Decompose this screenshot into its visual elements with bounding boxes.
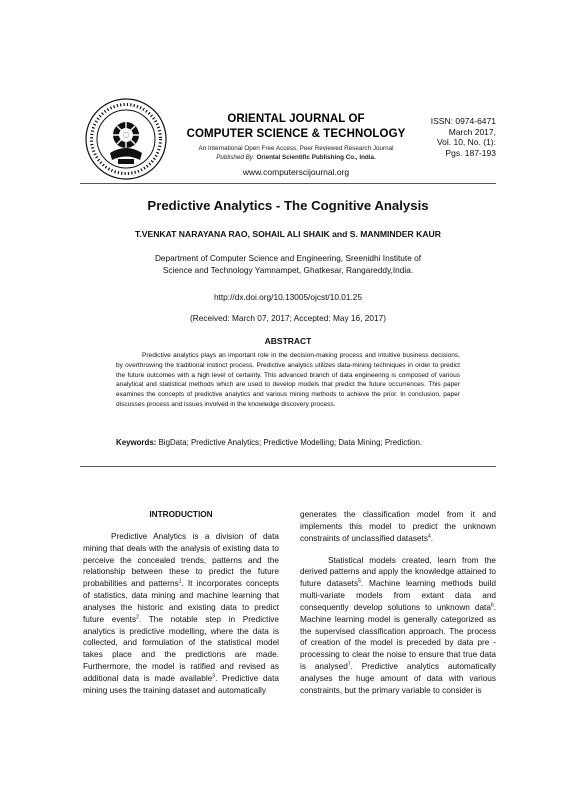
abstract-divider [80, 466, 496, 467]
affiliation-line2: Science and Technology Yamnampet, Ghatkesar, Rangareddy,India. [162, 265, 414, 275]
issn-block [431, 116, 496, 158]
keywords-label: Keywords: [116, 438, 157, 447]
abstract-text: Predictive analytics plays an important role in the decision-making process and intuitive business decisions, by overthrowing the traditional instinct process. Predictive analytics utilizes data-mining techniques in order to predict the future outcomes with a high level of certainty. This advanced branch of data engineering is composed of various analytical and statistical methods which are used to develop models that predict the future occurrences. This paper examines the concepts of predictive analytics and various mining methods to achieve the prior. In conclusion, paper discusses process and issues involved in the knowledge discovery process. [116, 352, 460, 408]
affiliation-line1: Department of Computer Science and Engineering, Sreenidhi Institute of [154, 253, 422, 263]
header-divider [80, 183, 496, 184]
page-range: Pgs. 187-193 [445, 147, 496, 158]
section-heading-introduction: INTRODUCTION [149, 510, 213, 519]
body-column-right [300, 509, 496, 697]
issue-date: March 2017, [448, 126, 496, 137]
body-paragraph: generates the classification model from it and implements this model to predict the unknown constraints of unclassified datasets$^4$. [300, 510, 496, 543]
journal-title-line1: ORIENTAL JOURNAL OF [227, 113, 365, 125]
author-affiliation [100, 252, 476, 276]
citation-ref: 7 [347, 661, 351, 668]
published-by-label: Published By: [216, 154, 255, 161]
journal-publisher [170, 153, 422, 162]
body-column-left [83, 509, 279, 697]
citation-ref: 6 [490, 602, 494, 609]
keywords [116, 438, 476, 447]
issn-line: ISSN: 0974-6471 [430, 116, 496, 126]
citation-ref: 3 [212, 673, 216, 680]
journal-website-link[interactable]: www.computerscijournal.org [242, 167, 350, 177]
citation-ref: 5 [358, 578, 361, 585]
paper-title: Predictive Analytics - The Cognitive Analysis [147, 198, 429, 213]
journal-masthead [170, 112, 422, 178]
journal-seal-icon [84, 97, 168, 181]
abstract-heading: ABSTRACT [264, 336, 312, 346]
citation-ref: 2 [136, 614, 139, 620]
keywords-list: BigData; Predictive Analytics; Predictive Modelling; Data Mining; Prediction. [158, 438, 423, 447]
body-paragraph: Predictive Analytics is a division of data mining that deals with the analysis of existing data to perceive the concealed trends, patterns and the relationship between these to predict the future probabilities and patterns$^1$. It incorporates concepts of statistics, data mining and machine learning that analyses the historic and existing data to predict future events$^2$. The notable step in Predictive analytics is predictive modelling, where the data is collected, and formulation of the statistical model takes place and the predictions are made. Furthermore, the model is ratified and revised as additional data is made available$^3$. Predictive data mining uses the training dataset and automatically [83, 531, 279, 695]
doi-link[interactable]: http://dx.doi.org/10.13005/ojcst/10.01.25 [213, 292, 363, 302]
journal-title-line2: COMPUTER SCIENCE & TECHNOLOGY [186, 128, 406, 140]
citation-ref: 1 [178, 578, 182, 585]
volume-number: Vol. 10, No. (1): [436, 137, 496, 147]
paper-authors: T.VENKAT NARAYANA RAO, SOHAIL ALI SHAIK and S. MANMINDER KAUR [135, 229, 441, 239]
body-paragraph: Statistical models created, learn from the derived patterns and apply the knowledge attained to future datasets$^5$. Machine learning methods build multi-variate models from extant data and consequently develop solutions to unknown data$^6$. Machine learning model is generally categorized as the supervised classification approach. The process of creation of the model is preceded by data pre -processing to clear the noise to ensure that true data is analysed$^7$. Predictive analytics automatically analyses the huge amount of data with various constraints, but the primary variable to consider is [300, 555, 496, 695]
citation-ref: 4 [427, 532, 431, 539]
received-accepted-dates: (Received: March 07, 2017; Accepted: May 16, 2017) [189, 313, 386, 323]
journal-subtitle: An International Open Free Access, Peer Reviewed Research Journal [198, 145, 394, 152]
publisher-name: Oriental Scientific Publishing Co., India. [256, 154, 376, 161]
